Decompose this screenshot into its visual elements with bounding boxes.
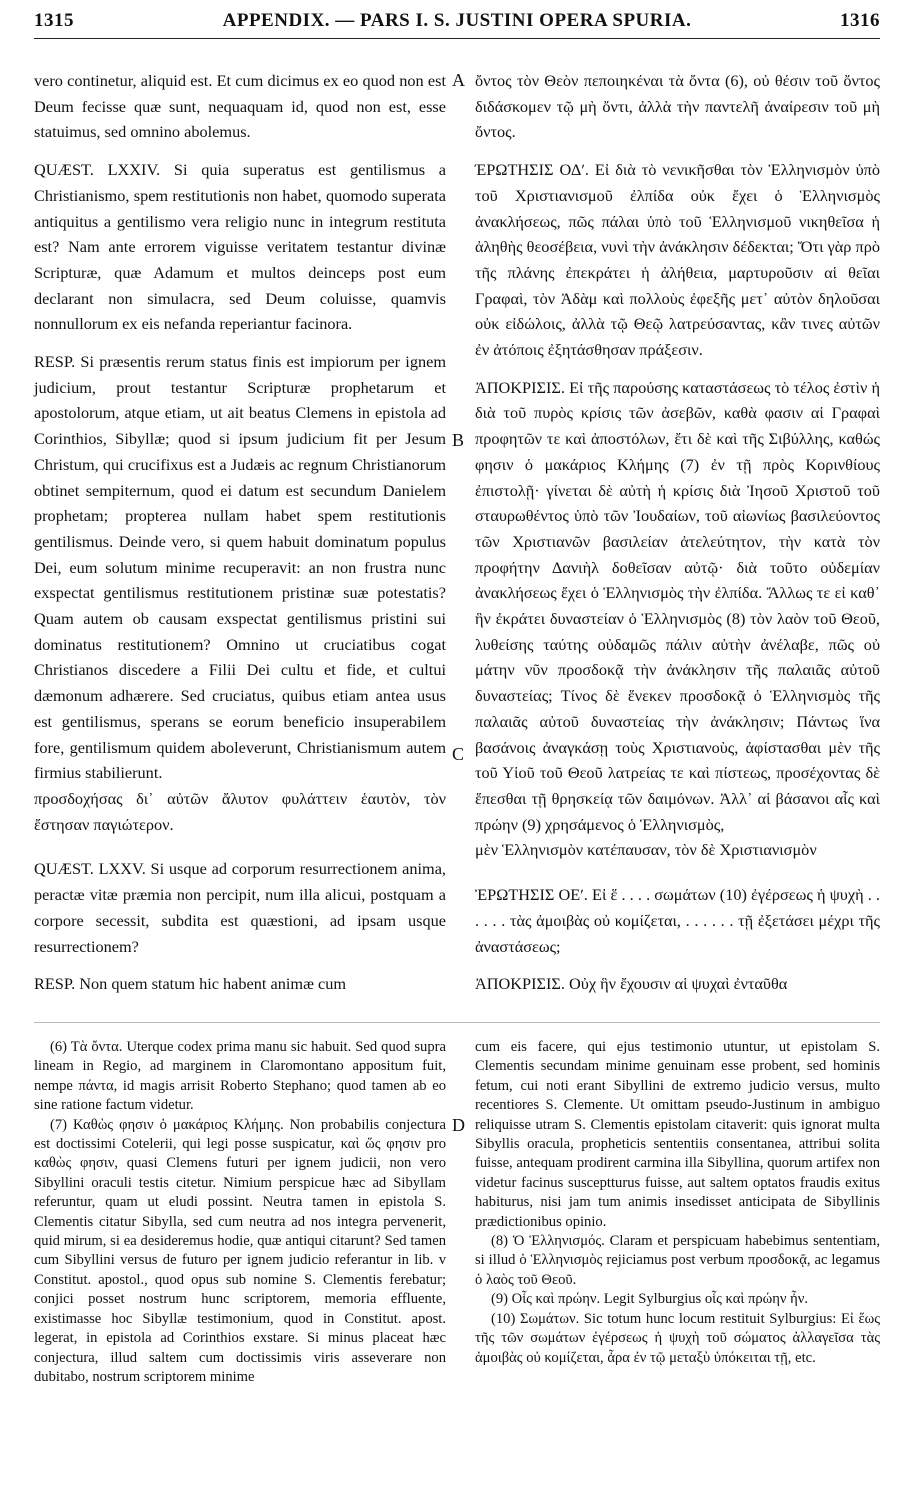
greek-continuation-line: μὲν Ἑλληνισμὸν κατέπαυσαν, τὸν δὲ Χριστιανισμὸν — [475, 840, 817, 860]
left-page-number: 1315 — [34, 10, 74, 31]
footnote-8: (8) Ὁ Ἑλληνισμός. Claram et perspicuam habebimus sententiam, si illud ὁ Ἑλληνισμὸς rejiciamus post verbum προσδοκᾷ, ac legamus ὁ λαὸς τοῦ Θεοῦ. — [475, 1233, 880, 1288]
greek-question-74: ΈΡΩΤΗΣΙΣ ΟΔʹ. Εἰ διὰ τὸ νενικῆσθαι τὸν Ἑλληνισμὸν ὑπὸ τοῦ Χριστιανισμοῦ ἐλπίδα οὐκ ἔχει ὁ Ἑλληνισμὸς ἀνακλήσεως, πῶς πάλαι ὑπὸ τοῦ Ἑλληνισμοῦ νικηθεῖσα ἡ ἀληθὴς θεοσέβεια, νυνὶ τὴν ἀνάκλησιν δέδεκται; Ὅτι γὰρ πρὸ τῆς πλάνης ἐπεκράτει ἡ ἀλήθεια, μαρτυροῦσιν αἱ θεῖαι Γραφαὶ, τὸν Ἀδὰμ καὶ πολλοὺς ἐφεξῆς μετ᾽ αὐτὸν δηλοῦσαι οὐκ εἰδώλοις, ἀλλὰ τῷ Θεῷ λατρεύσαντας, κἂν τινες αὐτῶν ἐν ἀτόποις ἐξητάσθησαν πράξεσιν. — [475, 160, 880, 360]
footnotes-right — [475, 1038, 880, 1368]
margin-marker-d: D — [452, 1115, 465, 1135]
greek-question-75: ἘΡΩΤΗΣΙΣ ΟΕʹ. Εἰ ἕ . . . . σωμάτων (10) ἐγέρσεως ἡ ψυχὴ . . . . . . τὰς ἀμοιβὰς οὐ κομίζεται, . . . . . . τῇ ἐξετάσει μέχρι τῆς ἀναστάσεως; — [475, 885, 880, 956]
latin-response-74: RESP. Si præsentis rerum status finis est impiorum per ignem judicium, prout testantur Scripturæ prophetarum et apostolorum, atque etiam, ut ait beatus Clemens in epistola ad Corinthios, Sibyllæ; quod si ipsum judicium fit per Jesum Christum, qui crucifixus est a Judæis ac regnum Christianorum obtinet sempiternum, quod ei datum est secundum Danielem prophetam; propterea nullam habet spem restitutionis gentilismus. Deinde vero, si quem habuit dominatum populus Dei, eum solutum minime recuperavit: an non frustra nunc exspectat gentilismus restitutionem pristinæ suæ potestatis? Quam autem ob causam exspectat gentilismus pristini sui dominatus restitutionem? Omnino ut cruciatibus cogat Christianos discedere a Filii Dei cultu et fide, et cultui dæmonum adhærere. Sed cruciatus, quibus etiam antea usus est gentilismus, sperans se eorum beneficio insuperabilem fore, gentilismum quidem aboleverunt, Christianismum autem firmius stabilierunt. — [34, 352, 446, 783]
footnote-9: (9) Οἷς καὶ πρώην. Legit Sylburgius οἷς καὶ πρώην ἦν. — [491, 1291, 808, 1308]
latin-question-75: QUÆST. LXXV. Si usque ad corporum resurrectionem anima, peractæ vitæ præmia non percipit, num illa alicui, postquam a corpore secessit, subdita est quæstioni, ad ipsam usque resurrectionem? — [34, 859, 446, 956]
right-page-number: 1316 — [840, 10, 880, 31]
footnotes-left — [34, 1038, 446, 1387]
footnote-6: (6) Τὰ ὄντα. Uterque codex prima manu sic habuit. Sed quod supra lineam in Regio, ad marginem in Claromontano appositum fuit, nempe πάντα, id magis arrisit Roberto Stephano; quod tamen ab eo sine ratione factum videtur. — [34, 1039, 446, 1114]
greek-paragraph: ὄντος τὸν Θεὸν πεποιηκέναι τὰ ὄντα (6), οὐ θέσιν τοῦ ὄντος διδάσκομεν τῷ μὴ ὄντι, ἀλλὰ τὴν παντελῆ ἀναίρεσιν τοῦ μὴ ὄντος. — [475, 71, 880, 142]
running-header — [34, 8, 880, 39]
latin-paragraph: vero continetur, aliquid est. Et cum dicimus ex eo quod non est Deum fecisse quæ sunt, nequaquam id, quod non est, esse statuimus, sed omnino abolemus. — [34, 71, 446, 142]
greek-overflow-line: προσδοχήσας δι᾽ αὐτῶν ἄλυτον φυλάττειν ἑαυτὸν, τὸν ἔστησαν παγιώτερον. — [34, 788, 446, 834]
running-title: APPENDIX. — PARS I. S. JUSTINI OPERA SPURIA. — [222, 10, 692, 31]
greek-response-75: ἈΠΟΚΡΙΣΙΣ. Οὐχ ἣν ἔχουσιν αἱ ψυχαὶ ἐνταῦθα — [475, 974, 788, 994]
footnote-7: (7) Καθὼς φησιν ὁ μακάριος Κλήμης. Non probabilis conjectura est doctissimi Cotelerii, qui legi posse suspicatur, καὶ ὥς φησιν pro καθὼς φησιν, quasi Clemens futuri per ignem judicii, non vero Sibyllini oraculi testis citetur. Nimium perspicue hæc ad Sibyllam referuntur, quam ut eludi possint. Neutra tamen in epistola S. Clementis citatur Sibylla, sed cum neutra ad nos integra pervenerit, quid mirum, si ea desideremus hodie, quæ antiqui citarunt? Sed tamen cum Sibyllini versus de futuro per ignem judicio referantur in lib. v Constitut. apostol., quod opus sub nomine S. Clementis ferebatur; conjici posset nostrum hunc scriptorem, memoria effluente, existimasse hoc Sibyllæ testimonium, quod in Constitut. apost. legerat, in epistola ad Corinthios exstare. Si minus placeat hæc conjectura, illud saltem cum doctissimis viris asseverare non dubitabo, nostrum scriptorem minime — [34, 1116, 446, 1385]
margin-marker-c: C — [452, 744, 465, 764]
latin-column — [34, 68, 446, 997]
footnote-7-continued: cum eis facere, qui ejus testimonio utuntur, ut epistolam S. Clementis secundam minime genuinam esse probent, sed hominis fetum, cui noti erant Sibyllini de extremo judicio versus, multo recentiores S. Clemente. Ut omittam pseudo-Justinum in ambiguo reliquisse utram S. Clementis epistolam citaverit: quis ignorat multa Sibyllis oracula, propheticis sententiis consentanea, attribui solita fuisse, antequam prodirent carmina illa Sibyllina, quorum artifex non videtur facinus susceptturus fuisse, aut saltem optatos fraudis exitus habiturus, nisi jam tum animis insedisset anticipata de Sibyllinis prædictionibus opinio. — [475, 1039, 880, 1230]
footnote-10: (10) Σωμάτων. Sic totum hunc locum restituit Sylburgius: Εἰ ἕως τῆς τῶν σωμάτων ἐγέρσεως ἡ ψυχὴ τοῦ σώματος ἀλλαγεῖσα τὰς ἀμοιβὰς οὐ κομίζεται, ἆρα ἐν τῷ μεταξὺ ὑπόκειται τῇ, etc. — [475, 1310, 880, 1366]
margin-marker-b: B — [452, 430, 465, 450]
margin-marker-a: A — [452, 70, 465, 90]
latin-response-75: RESP. Non quem statum hic habent animæ cum — [34, 974, 347, 994]
greek-response-74: ἈΠΟΚΡΙΣΙΣ. Εἰ τῆς παρούσης καταστάσεως τὸ τέλος ἐστὶν ἡ διὰ τοῦ πυρὸς κρίσις τῶν ἀσεβῶν, καθὰ φασιν αἱ Γραφαὶ προφητῶν τε καὶ ἀποστόλων, ἔτι δὲ καὶ τῆς Σιβύλλης, καθώς φησιν ὁ μακάριος Κλήμης (7) ἐν τῇ πρὸς Κορινθίους ἐπιστολῇ· γίνεται δὲ αὐτὴ ἡ κρίσις διὰ Ἰησοῦ Χριστοῦ τοῦ σταυρωθέντος ὑπὸ τῶν Ἰουδαίων, τοῦ αἰωνίως βασιλεύοντος τῶν Χριστιανῶν βασιλείαν ἀτελεύτητον, τὴν κατὰ τὸν προφήτην Δανιὴλ δοθεῖσαν αὐτῷ· διὰ τοῦτο οὐδεμίαν ἀνακλήσεως ἔχει ὁ Ἑλληνισμὸς τὴν ἐλπίδα. Ἄλλως τε εἰ καθ᾽ ἣν ἐκράτει δυναστείαν ὁ Ἑλληνισμὸς (8) τὸν λαὸν τοῦ Θεοῦ, λυθείσης ταύτης οὐδαμῶς πάλιν αὐτὴν ἀνέλαβε, πῶς οὐ μάτην νῦν προσδοκᾷ τὴν ἀνάκλησιν τῆς παλαιᾶς αὐτοῦ δυναστείας; Τίνος δὲ ἕνεκεν προσδοκᾷ ὁ Ἑλληνισμὸς τῆς παλαιᾶς αὐτοῦ δυναστείας τὴν ἀνάκλησιν; Πάντως ἵνα βασάνοις ἀναγκάσῃ τοὺς Χριστιανοὺς, ἀφίστασθαι μὲν τῆς τοῦ Υἱοῦ τοῦ Θεοῦ λατρείας τε καὶ πίστεως, προσέχοντας δὲ ἕπεσθαι τῇ θρησκείᾳ τῶν δαιμόνων. Ἀλλ᾽ αἱ βάσανοι αἷς καὶ πρώην (9) χρησάμενος ὁ Ἑλληνισμὸς, — [475, 377, 880, 834]
footnote-divider — [34, 1022, 880, 1023]
greek-column — [475, 68, 880, 997]
latin-question-74: QUÆST. LXXIV. Si quia superatus est gentilismus a Christianismo, spem restitutionis non habet, quomodo superata antiquitus a gentilismo vera religio nunc in integrum restituta est? Nam ante errorem viguisse veritatem testantur divinæ Scripturæ, quæ Adamum et multos deinceps post eum declarant non simulacra, sed Deum coluisse, quamvis nonnullorum ex eis nefanda reperiantur facinora. — [34, 160, 446, 334]
